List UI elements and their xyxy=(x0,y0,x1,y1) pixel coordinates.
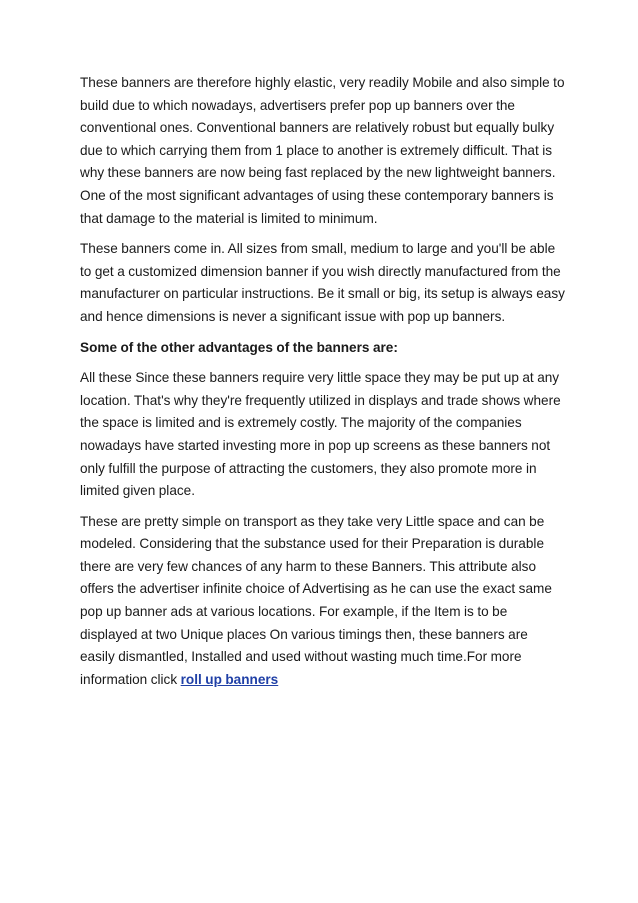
paragraph-3: All these Since these banners require very little space they may be put up at any location. That's why they're frequently utilized in displays and trade shows where the space is limited and is extremely costly. The majority of the companies nowadays have started investing more in pop up screens as these banners not only fulfill the purpose of attracting the customers, they also promote more in limited given place. xyxy=(80,370,561,499)
paragraph-1: These banners are therefore highly elastic, very readily Mobile and also simple to build due to which nowadays, advertisers prefer pop up banners over the conventional ones. Conventional banners are relatively robust but equally bulky due to which carrying them from 1 place to another is extremely difficult. That is why these banners are now being fast replaced by the new lightweight banners. One of the most significant advantages of using these contemporary banners is that damage to the material is limited to minimum. xyxy=(80,75,565,226)
paragraph-2: These banners come in. All sizes from small, medium to large and you'll be able to get a customized dimension banner if you wish directly manufactured from the manufacturer on particular instructions. Be it small or big, its setup is always easy and hence dimensions is never a significant issue with pop up banners. xyxy=(80,241,565,324)
paragraph-4-text: These are pretty simple on transport as they take very Little space and can be modeled. Considering that the substance used for their Preparation is durable there are very few chances of any harm to these Banners. This attribute also offers the advertiser infinite choice of Advertising as he can use the exact same pop up banner ads at various locations. For example, if the Item is to be displayed at two Unique places On various timings then, these banners are easily dismantled, Installed and used without wasting much time.For more information click xyxy=(80,513,552,687)
document-body xyxy=(80,72,566,699)
roll-up-banners-link[interactable]: roll up banners xyxy=(180,671,279,687)
paragraph-4 xyxy=(80,511,566,692)
section-heading: Some of the other advantages of the banners are: xyxy=(80,339,398,355)
